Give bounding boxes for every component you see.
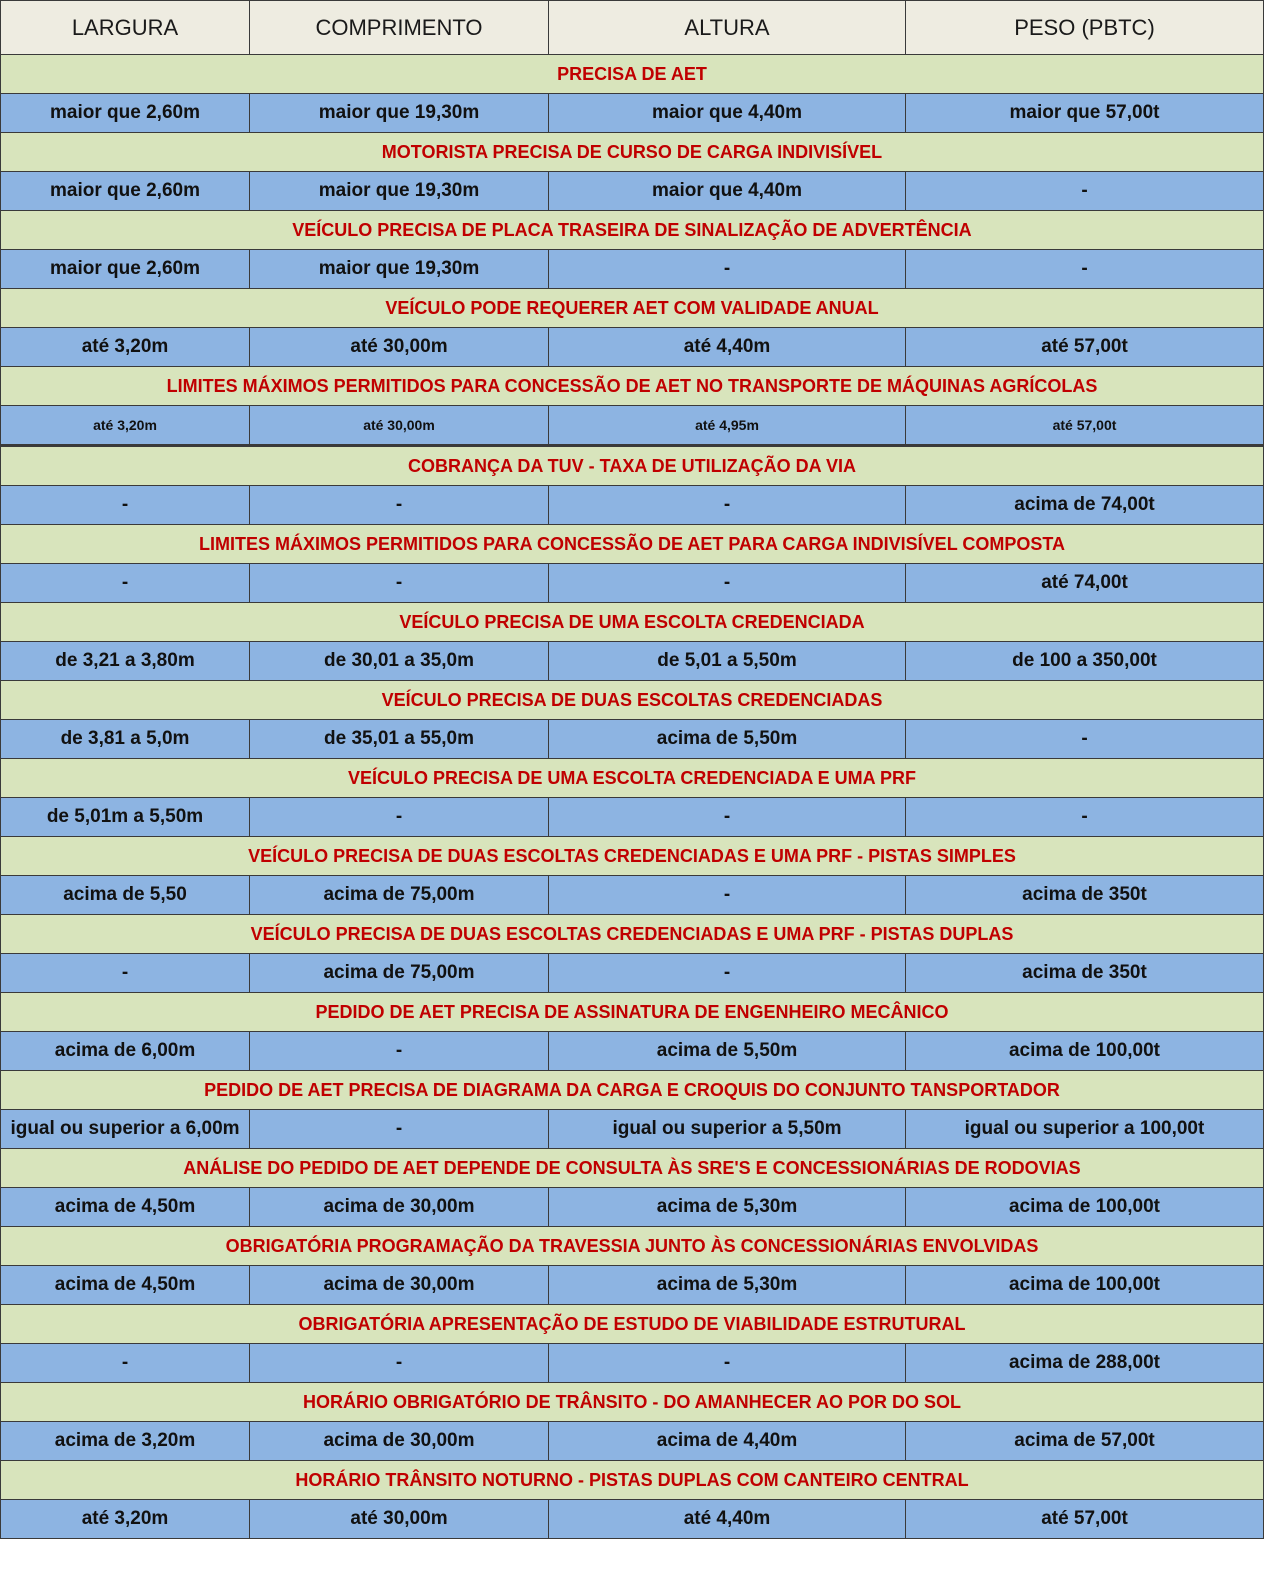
header-altura: ALTURA (549, 1, 906, 55)
value-row (1, 798, 1264, 837)
value-comprimento: - (250, 486, 549, 525)
value-peso: acima de 100,00t (906, 1032, 1264, 1071)
value-altura: maior que 4,40m (549, 172, 906, 211)
category-title: VEÍCULO PRECISA DE UMA ESCOLTA CREDENCIADA (1, 603, 1264, 642)
value-peso: acima de 74,00t (906, 486, 1264, 525)
value-row (1, 954, 1264, 993)
category-row (1, 133, 1264, 172)
category-row (1, 915, 1264, 954)
category-title: VEÍCULO PODE REQUERER AET COM VALIDADE ANUAL (1, 289, 1264, 328)
value-row (1, 250, 1264, 289)
value-peso: - (906, 798, 1264, 837)
category-row (1, 1305, 1264, 1344)
value-comprimento: - (250, 798, 549, 837)
value-largura: - (1, 564, 250, 603)
category-row (1, 289, 1264, 328)
category-title: VEÍCULO PRECISA DE DUAS ESCOLTAS CREDENCIADAS (1, 681, 1264, 720)
header-row (1, 1, 1264, 55)
category-title: VEÍCULO PRECISA DE DUAS ESCOLTAS CREDENCIADAS E UMA PRF - PISTAS SIMPLES (1, 837, 1264, 876)
value-peso: até 57,00t (906, 1500, 1264, 1539)
category-row (1, 1227, 1264, 1266)
category-row (1, 1461, 1264, 1500)
category-row (1, 55, 1264, 94)
value-altura: de 5,01 a 5,50m (549, 642, 906, 681)
category-title: PEDIDO DE AET PRECISA DE ASSINATURA DE ENGENHEIRO MECÂNICO (1, 993, 1264, 1032)
value-row (1, 328, 1264, 367)
value-comprimento: até 30,00m (250, 328, 549, 367)
value-largura: - (1, 1344, 250, 1383)
value-altura: - (549, 798, 906, 837)
header-comprimento: COMPRIMENTO (250, 1, 549, 55)
category-row (1, 446, 1264, 486)
value-peso: até 57,00t (906, 328, 1264, 367)
value-altura: acima de 4,40m (549, 1422, 906, 1461)
category-title: MOTORISTA PRECISA DE CURSO DE CARGA INDIVISÍVEL (1, 133, 1264, 172)
value-row (1, 1500, 1264, 1539)
value-altura: - (549, 486, 906, 525)
value-largura: acima de 4,50m (1, 1188, 250, 1227)
value-comprimento: acima de 30,00m (250, 1266, 549, 1305)
value-peso: - (906, 250, 1264, 289)
category-row (1, 1149, 1264, 1188)
value-largura: maior que 2,60m (1, 250, 250, 289)
value-row (1, 486, 1264, 525)
value-altura: igual ou superior a 5,50m (549, 1110, 906, 1149)
value-largura: igual ou superior a 6,00m (1, 1110, 250, 1149)
value-largura: acima de 5,50 (1, 876, 250, 915)
value-largura: de 5,01m a 5,50m (1, 798, 250, 837)
value-comprimento: de 30,01 a 35,0m (250, 642, 549, 681)
category-title: PRECISA DE AET (1, 55, 1264, 94)
value-comprimento: acima de 30,00m (250, 1188, 549, 1227)
category-title: HORÁRIO TRÂNSITO NOTURNO - PISTAS DUPLAS COM CANTEIRO CENTRAL (1, 1461, 1264, 1500)
value-comprimento: até 30,00m (250, 406, 549, 446)
category-row (1, 681, 1264, 720)
value-largura: até 3,20m (1, 328, 250, 367)
value-altura: - (549, 564, 906, 603)
value-row (1, 1188, 1264, 1227)
value-comprimento: acima de 75,00m (250, 876, 549, 915)
value-row (1, 642, 1264, 681)
category-title: OBRIGATÓRIA APRESENTAÇÃO DE ESTUDO DE VIABILIDADE ESTRUTURAL (1, 1305, 1264, 1344)
value-peso: acima de 57,00t (906, 1422, 1264, 1461)
value-row (1, 720, 1264, 759)
category-title: LIMITES MÁXIMOS PERMITIDOS PARA CONCESSÃO DE AET NO TRANSPORTE DE MÁQUINAS AGRÍCOLAS (1, 367, 1264, 406)
category-row (1, 525, 1264, 564)
value-altura: até 4,95m (549, 406, 906, 446)
value-largura: maior que 2,60m (1, 94, 250, 133)
value-peso: acima de 350t (906, 876, 1264, 915)
value-altura: - (549, 250, 906, 289)
value-row (1, 406, 1264, 446)
value-peso: até 74,00t (906, 564, 1264, 603)
value-largura: de 3,21 a 3,80m (1, 642, 250, 681)
category-title: HORÁRIO OBRIGATÓRIO DE TRÂNSITO - DO AMANHECER AO POR DO SOL (1, 1383, 1264, 1422)
category-title: VEÍCULO PRECISA DE DUAS ESCOLTAS CREDENCIADAS E UMA PRF - PISTAS DUPLAS (1, 915, 1264, 954)
header-largura: LARGURA (1, 1, 250, 55)
category-row (1, 1071, 1264, 1110)
category-title: VEÍCULO PRECISA DE PLACA TRASEIRA DE SINALIZAÇÃO DE ADVERTÊNCIA (1, 211, 1264, 250)
value-row (1, 1266, 1264, 1305)
value-comprimento: maior que 19,30m (250, 172, 549, 211)
category-row (1, 837, 1264, 876)
value-peso: acima de 288,00t (906, 1344, 1264, 1383)
value-peso: - (906, 720, 1264, 759)
table-body (1, 55, 1264, 1539)
value-comprimento: acima de 30,00m (250, 1422, 549, 1461)
value-altura: acima de 5,50m (549, 1032, 906, 1071)
value-largura: acima de 4,50m (1, 1266, 250, 1305)
value-row (1, 1422, 1264, 1461)
value-altura: acima de 5,50m (549, 720, 906, 759)
category-row (1, 603, 1264, 642)
value-row (1, 94, 1264, 133)
value-altura: - (549, 876, 906, 915)
category-title: OBRIGATÓRIA PROGRAMAÇÃO DA TRAVESSIA JUNTO ÀS CONCESSIONÁRIAS ENVOLVIDAS (1, 1227, 1264, 1266)
value-altura: - (549, 954, 906, 993)
value-peso: - (906, 172, 1264, 211)
category-row (1, 367, 1264, 406)
value-largura: de 3,81 a 5,0m (1, 720, 250, 759)
value-comprimento: acima de 75,00m (250, 954, 549, 993)
value-altura: acima de 5,30m (549, 1188, 906, 1227)
value-altura: - (549, 1344, 906, 1383)
value-peso: igual ou superior a 100,00t (906, 1110, 1264, 1149)
value-peso: até 57,00t (906, 406, 1264, 446)
category-title: ANÁLISE DO PEDIDO DE AET DEPENDE DE CONSULTA ÀS SRE'S E CONCESSIONÁRIAS DE RODOVIAS (1, 1149, 1264, 1188)
value-largura: - (1, 486, 250, 525)
value-altura: acima de 5,30m (549, 1266, 906, 1305)
category-title: PEDIDO DE AET PRECISA DE DIAGRAMA DA CARGA E CROQUIS DO CONJUNTO TANSPORTADOR (1, 1071, 1264, 1110)
value-altura: até 4,40m (549, 1500, 906, 1539)
value-altura: até 4,40m (549, 328, 906, 367)
category-row (1, 759, 1264, 798)
value-row (1, 172, 1264, 211)
category-title: LIMITES MÁXIMOS PERMITIDOS PARA CONCESSÃO DE AET PARA CARGA INDIVISÍVEL COMPOSTA (1, 525, 1264, 564)
header-peso: PESO (PBTC) (906, 1, 1264, 55)
value-peso: acima de 100,00t (906, 1188, 1264, 1227)
value-peso: acima de 100,00t (906, 1266, 1264, 1305)
value-largura: - (1, 954, 250, 993)
value-row (1, 1032, 1264, 1071)
value-row (1, 876, 1264, 915)
value-largura: até 3,20m (1, 406, 250, 446)
value-comprimento: - (250, 1032, 549, 1071)
category-row (1, 993, 1264, 1032)
value-comprimento: de 35,01 a 55,0m (250, 720, 549, 759)
value-peso: acima de 350t (906, 954, 1264, 993)
value-peso: maior que 57,00t (906, 94, 1264, 133)
category-row (1, 211, 1264, 250)
value-row (1, 1110, 1264, 1149)
category-row (1, 1383, 1264, 1422)
value-altura: maior que 4,40m (549, 94, 906, 133)
value-comprimento: até 30,00m (250, 1500, 549, 1539)
value-largura: até 3,20m (1, 1500, 250, 1539)
value-comprimento: - (250, 1110, 549, 1149)
value-comprimento: maior que 19,30m (250, 94, 549, 133)
value-largura: maior que 2,60m (1, 172, 250, 211)
value-comprimento: maior que 19,30m (250, 250, 549, 289)
value-largura: acima de 6,00m (1, 1032, 250, 1071)
category-title: VEÍCULO PRECISA DE UMA ESCOLTA CREDENCIADA E UMA PRF (1, 759, 1264, 798)
value-row (1, 564, 1264, 603)
value-largura: acima de 3,20m (1, 1422, 250, 1461)
value-comprimento: - (250, 1344, 549, 1383)
value-peso: de 100 a 350,00t (906, 642, 1264, 681)
value-row (1, 1344, 1264, 1383)
category-title: COBRANÇA DA TUV - TAXA DE UTILIZAÇÃO DA VIA (1, 446, 1264, 486)
value-comprimento: - (250, 564, 549, 603)
